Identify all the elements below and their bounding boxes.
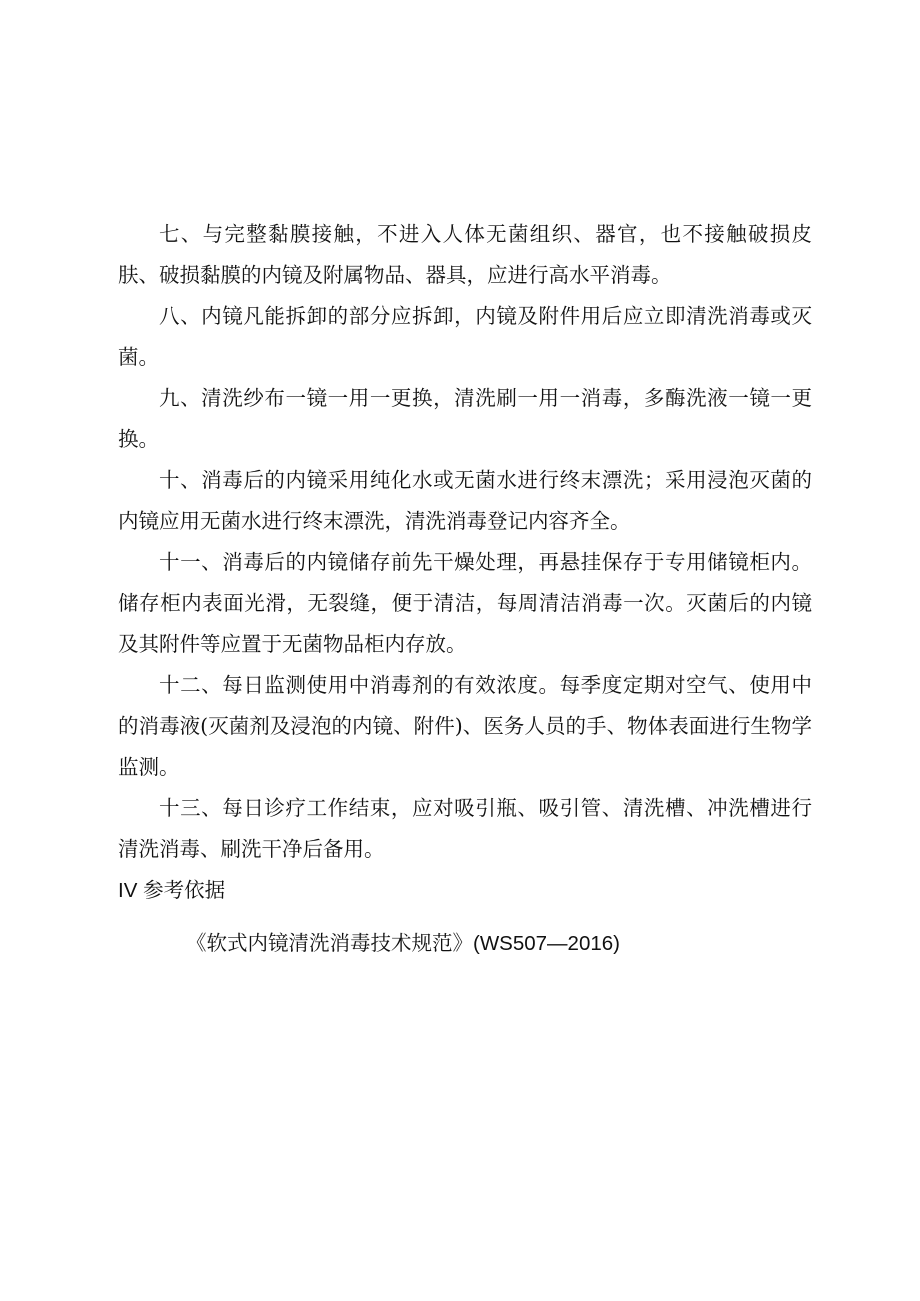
paragraph-item-12: 十二、每日监测使用中消毒剂的有效浓度。每季度定期对空气、使用中的消毒液(灭菌剂及浸泡的内镜、附件)、医务人员的手、物体表面进行生物学监测。 <box>118 673 812 779</box>
paragraph-item-9: 九、清洗纱布一镜一用一更换，清洗刷一用一消毒，多酶洗液一镜一更换。 <box>118 386 812 451</box>
paragraph-item-10: 十、消毒后的内镜采用纯化水或无菌水进行终末漂洗；采用浸泡灭菌的内镜应用无菌水进行终末漂洗，清洗消毒登记内容齐全。 <box>118 468 812 533</box>
section-heading-references: IV 参考依据 <box>118 879 226 902</box>
paragraph-item-13: 十三、每日诊疗工作结束，应对吸引瓶、吸引管、清洗槽、冲洗槽进行清洗消毒、刷洗干净后备用。 <box>118 796 812 861</box>
paragraph-item-11: 十一、消毒后的内镜储存前先干燥处理，再悬挂保存于专用储镜柜内。储存柜内表面光滑，无裂缝，便于清洁，每周清洁消毒一次。灭菌后的内镜及其附件等应置于无菌物品柜内存放。 <box>118 550 812 656</box>
paragraph-item-7: 七、与完整黏膜接触，不进入人体无菌组织、器官，也不接触破损皮肤、破损黏膜的内镜及附属物品、器具，应进行高水平消毒。 <box>118 222 812 287</box>
paragraph-item-8: 八、内镜凡能拆卸的部分应拆卸，内镜及附件用后应立即清洗消毒或灭菌。 <box>118 304 812 369</box>
document-body <box>118 214 812 964</box>
reference-citation: 《软式内镜清洗消毒技术规范》(WS507—2016) <box>186 932 620 955</box>
